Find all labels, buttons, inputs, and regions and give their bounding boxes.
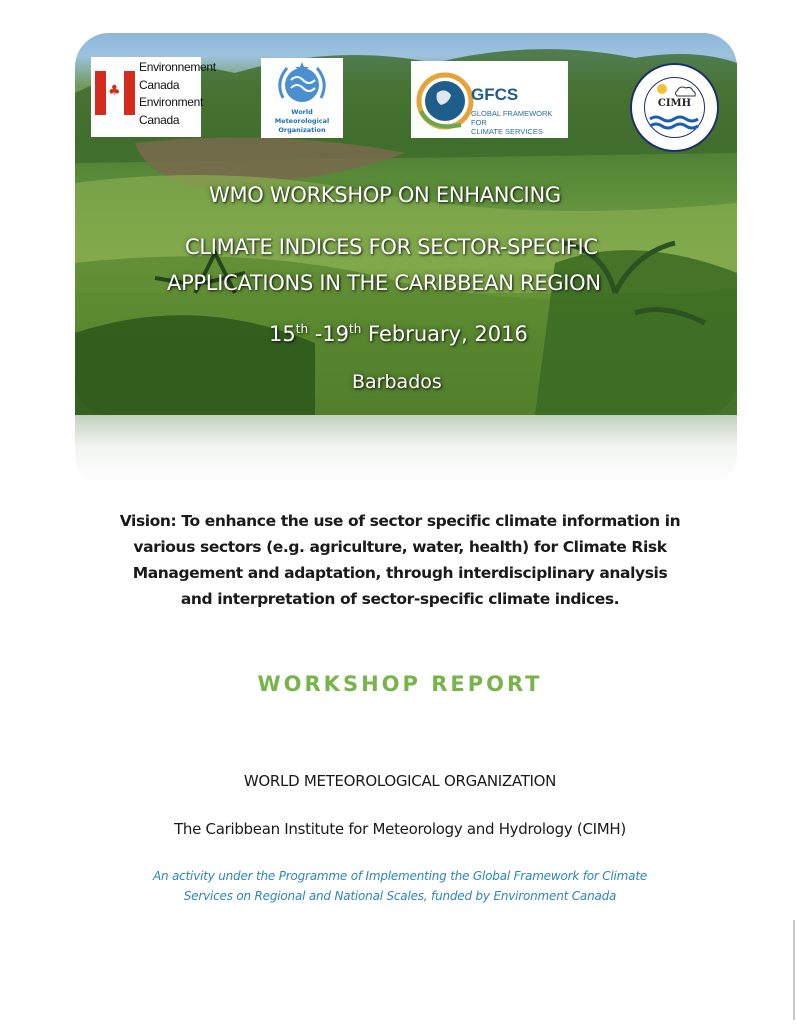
- vision-line3: Management and adaptation, through interdisciplinary analysis: [132, 564, 668, 582]
- banner-location: Barbados: [352, 371, 442, 393]
- wmo-logo-line3: Organization: [278, 126, 326, 134]
- wmo-logo: [261, 58, 343, 138]
- page-edge-line: [793, 920, 795, 1020]
- activity-statement: [110, 866, 690, 906]
- banner-title-line1: WMO WORKSHOP ON ENHANCING: [209, 183, 561, 207]
- date-sep: -19: [308, 322, 350, 346]
- wmo-logo-line2: Meteorological: [274, 117, 330, 125]
- date-start-day: 15: [269, 322, 296, 346]
- environment-canada-logo: [91, 57, 216, 137]
- date-start-sup: th: [295, 322, 309, 336]
- vision-line4: and interpretation of sector-specific climate indices.: [180, 590, 620, 608]
- gfcs-globe-icon: [411, 61, 471, 138]
- activity-line1: An activity under the Programme of Implementing the Global Framework for Climate: [152, 869, 648, 883]
- banner-reflection: [75, 415, 737, 485]
- ec-logo-line4: Canada: [139, 112, 180, 127]
- activity-line2: Services on Regional and National Scales, funded by Environment Canada: [183, 889, 617, 903]
- gfcs-logo-title: GFCS: [471, 85, 519, 104]
- vision-statement: [110, 508, 690, 612]
- gfcs-logo: [411, 61, 568, 138]
- cimh-logo-label: CIMH: [657, 98, 692, 109]
- gfcs-logo-sub1: GLOBAL FRAMEWORK FOR: [471, 109, 553, 127]
- canada-flag-icon: ♣: [95, 71, 135, 115]
- gfcs-logo-sub2: CLIMATE SERVICES: [471, 127, 543, 136]
- date-rest: February, 2016: [361, 322, 528, 346]
- banner-date: [269, 322, 528, 346]
- report-title: WORKSHOP REPORT: [257, 672, 543, 696]
- cimh-logo: [630, 63, 719, 152]
- banner-title-line2: CLIMATE INDICES FOR SECTOR-SPECIFIC: [185, 235, 598, 259]
- organization-wmo: WORLD METEOROLOGICAL ORGANIZATION: [243, 772, 557, 790]
- vision-line2: various sectors (e.g. agriculture, water, health) for Climate Risk: [133, 538, 667, 556]
- organization-cimh: The Caribbean Institute for Meteorology and Hydrology (CIMH): [174, 820, 626, 838]
- ec-logo-line3: Environment: [139, 95, 204, 109]
- vision-line1: Vision: To enhance the use of sector specific climate information in: [119, 512, 681, 530]
- banner-title-line3: APPLICATIONS IN THE CARIBBEAN REGION: [167, 271, 601, 295]
- ec-logo-line2: Canada: [139, 77, 180, 92]
- date-end-sup: th: [349, 322, 362, 336]
- wmo-emblem-icon: [261, 58, 343, 108]
- ec-logo-line1: Environnement: [139, 60, 216, 74]
- wmo-logo-line1: World: [291, 108, 313, 116]
